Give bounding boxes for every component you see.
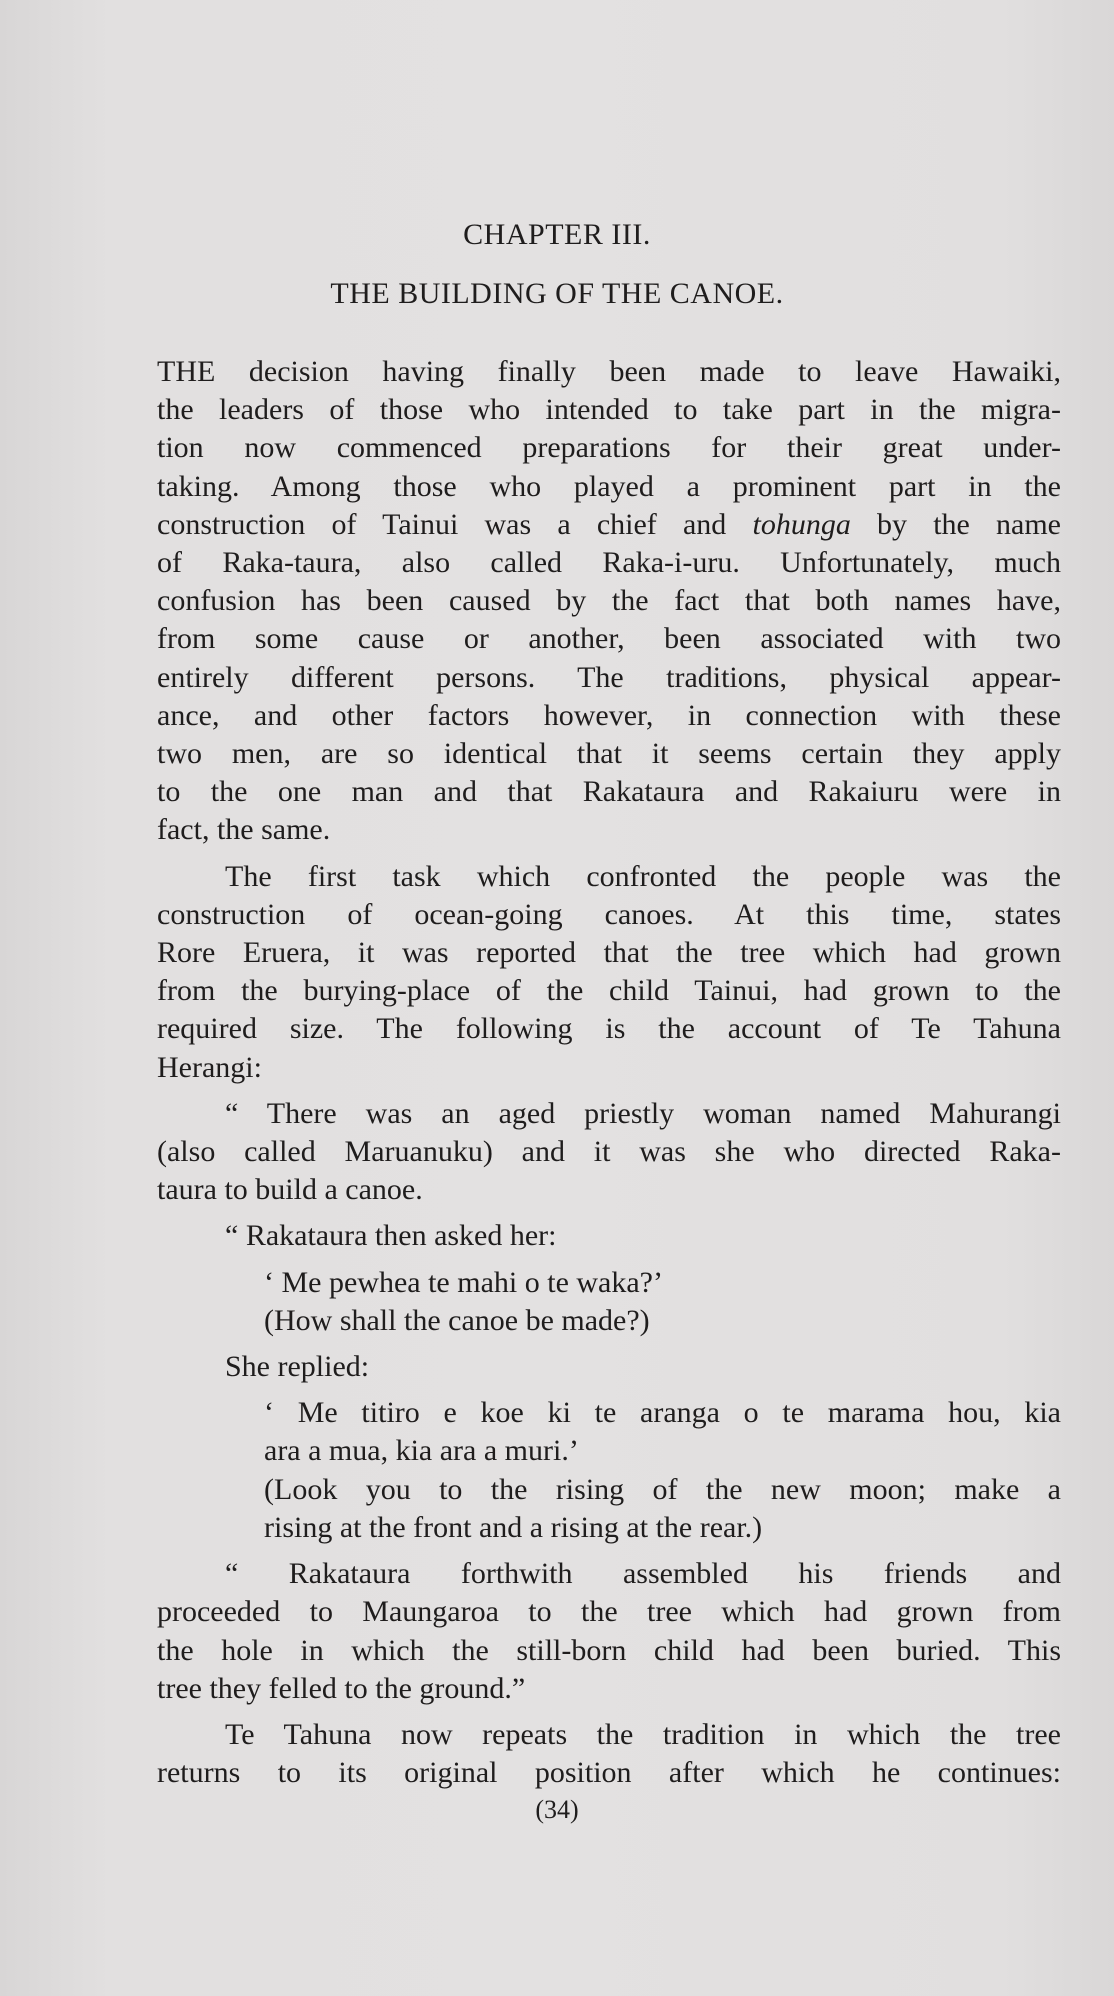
paragraph bbox=[157, 1095, 1061, 1210]
page-number: (34) bbox=[535, 1795, 579, 1824]
text-line: the hole in which the still-born child had been buried. This bbox=[157, 1633, 1061, 1667]
small-caps-word: THE bbox=[157, 355, 216, 388]
text-line: “ Rakataura then asked her: bbox=[225, 1219, 557, 1253]
text-line: entirely different persons. The traditions, physical appear- bbox=[157, 660, 1061, 694]
text-line: rising at the front and a rising at the rear.) bbox=[264, 1510, 763, 1544]
text-line: She replied: bbox=[225, 1350, 370, 1384]
paragraph bbox=[157, 353, 1061, 850]
show-through-heading bbox=[380, 100, 900, 126]
text-run: construction of Tainui was a chief and bbox=[157, 507, 753, 541]
text-line: (How shall the canoe be made?) bbox=[264, 1303, 650, 1337]
text-line: returns to its original position after which he continues: bbox=[157, 1756, 1061, 1790]
italic-term: tohunga bbox=[752, 507, 851, 541]
text-line: confusion has been caused by the fact that both names have, bbox=[157, 584, 1061, 618]
text-line: from some cause or another, been associated with two bbox=[157, 622, 1061, 656]
text-line: of Raka-taura, also called Raka-i-uru. Unfortunately, much bbox=[157, 546, 1061, 580]
text-line bbox=[157, 353, 1061, 391]
text-line: (also called Maruanuku) and it was she who directed Raka- bbox=[157, 1135, 1061, 1169]
text-line: ance, and other factors however, in connection with these bbox=[157, 698, 1061, 732]
text-line: “ Rakataura forthwith assembled his friends and bbox=[225, 1557, 1061, 1591]
text-line: fact, the same. bbox=[157, 813, 331, 847]
text-line: the leaders of those who intended to take part in the migra- bbox=[157, 393, 1061, 427]
text-line: ‘ Me pewhea te mahi o te waka?’ bbox=[264, 1265, 663, 1299]
text-line: required size. The following is the account of Te Tahuna bbox=[157, 1012, 1061, 1046]
paragraph bbox=[157, 1348, 1061, 1386]
text-line: from the burying-place of the child Tainui, had grown to the bbox=[157, 974, 1061, 1008]
text-line: Te Tahuna now repeats the tradition in which the tree bbox=[225, 1717, 1061, 1751]
text-line: tion now commenced preparations for their great under- bbox=[157, 431, 1061, 465]
text-line bbox=[157, 506, 1061, 544]
text-line: “ There was an aged priestly woman named Mahurangi bbox=[225, 1096, 1061, 1130]
body-text bbox=[157, 353, 1061, 1792]
text-line: Rore Eruera, it was reported that the tree which had grown bbox=[157, 936, 1061, 970]
paragraph bbox=[157, 858, 1061, 1087]
chapter-title: THE BUILDING OF THE CANOE. bbox=[330, 277, 784, 310]
text-line: to the one man and that Rakataura and Rakaiuru were in bbox=[157, 775, 1061, 809]
chapter-number: CHAPTER III. bbox=[463, 218, 651, 251]
text-line: proceeded to Maungaroa to the tree which had grown from bbox=[157, 1595, 1061, 1629]
paragraph bbox=[157, 1217, 1061, 1255]
text-run: by the name bbox=[850, 507, 1061, 541]
text-line: taking. Among those who played a prominent part in the bbox=[157, 469, 1061, 503]
text-line: (Look you to the rising of the new moon; make a bbox=[264, 1472, 1061, 1506]
text-line: two men, are so identical that it seems certain they apply bbox=[157, 737, 1061, 771]
text-line: taura to build a canoe. bbox=[157, 1173, 423, 1207]
text-line: ara a mua, kia ara a muri.’ bbox=[264, 1434, 579, 1468]
text-line: Herangi: bbox=[157, 1050, 262, 1084]
paragraph bbox=[157, 1394, 1061, 1547]
text-line: ‘ Me titiro e koe ki te aranga o te marama hou, kia bbox=[264, 1396, 1061, 1430]
text-line: The first task which confronted the people was the bbox=[225, 859, 1061, 893]
paragraph bbox=[157, 1555, 1061, 1708]
text-run: decision having finally been made to leave Hawaiki, bbox=[215, 355, 1061, 388]
paragraph bbox=[157, 1716, 1061, 1792]
text-line: construction of ocean-going canoes. At this time, states bbox=[157, 897, 1061, 931]
text-line: tree they felled to the ground.” bbox=[157, 1671, 526, 1705]
paragraph bbox=[157, 1264, 1061, 1340]
